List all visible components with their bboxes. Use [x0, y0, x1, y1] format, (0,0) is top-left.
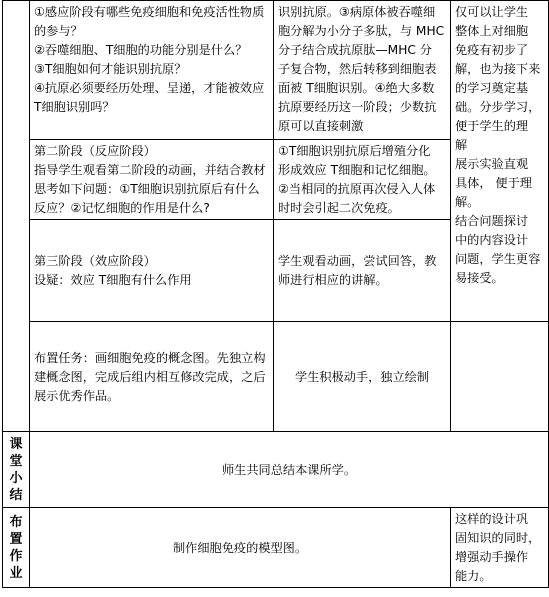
text-line: 能力。 — [455, 569, 492, 583]
text-line: 布置任务：画细胞免疫的概念图。先独立构 — [34, 350, 266, 365]
student-activity-stage-one — [274, 1, 451, 140]
summary-content — [30, 432, 549, 508]
homework-content — [30, 508, 451, 588]
student-task-cell — [274, 322, 451, 432]
teacher-activity-stage-two — [30, 140, 274, 220]
text-line: 解 — [455, 138, 468, 152]
text-line: 问题，学生更容 — [455, 252, 541, 266]
design-intent-cell — [451, 1, 549, 322]
text-line: 第三阶段（效应阶段） — [34, 254, 156, 268]
teacher-task-cell — [30, 322, 274, 432]
text-line: 抗原要经历这一阶段；少数抗 — [278, 100, 437, 114]
text-line: 易接受。 — [455, 271, 504, 285]
text-line: ②吞噬细胞、T细胞的功能分别是什么？ — [34, 43, 248, 57]
heading-char: 小 — [9, 470, 23, 486]
text-line: 反应？②记忆细胞的作用是什么? — [34, 201, 210, 215]
student-activity-stage-three — [274, 220, 451, 322]
text-line: 这样的设计巩 — [455, 512, 529, 526]
text-line: 子复合物，然后转移到细胞表 — [278, 62, 437, 76]
row-summary — [3, 432, 549, 508]
text-line: 展示实验直观 — [455, 157, 529, 171]
text-line: 学生观看动画，尝试回答，教 — [278, 254, 437, 268]
heading-char: 布 — [9, 514, 23, 530]
row-homework — [3, 508, 549, 588]
text-line: 师进行相应的讲解。 — [278, 273, 388, 287]
text-line: ①感应阶段有哪些免疫细胞和免疫活性物质 — [34, 5, 265, 19]
heading-char: 业 — [9, 565, 23, 581]
heading-char: 置 — [9, 531, 23, 547]
text-line: 解。 — [455, 195, 480, 209]
text-line: 展示优秀作品。 — [34, 388, 120, 403]
text-line: T细胞识别吗？ — [34, 100, 115, 114]
text-line: 础。分步学习， — [455, 100, 541, 114]
text-line: 建概念图，完成后组内相互修改完成，之后 — [34, 369, 266, 384]
text-line: 增强动手操作 — [455, 550, 529, 564]
text-line: ③T细胞如何才能识别抗原？ — [34, 62, 187, 76]
text-line: 固知识的同时， — [455, 531, 541, 545]
text-line: 胞分解为小分子多肽，与 MHC — [278, 24, 445, 38]
heading-char: 堂 — [9, 453, 23, 469]
text-line: 的学习奠定基 — [455, 81, 529, 95]
text-line: 的参与？ — [34, 24, 83, 38]
lesson-plan-table — [2, 0, 549, 588]
teacher-activity-stage-three — [30, 220, 274, 322]
row-stage-one — [3, 1, 549, 140]
text-line: 面被 T细胞识别。④绝大多数 — [278, 81, 435, 95]
blank-head-cell — [3, 1, 30, 432]
text-line: 结合问题探讨 — [455, 214, 529, 228]
text-line: 具体， 便于理 — [455, 176, 532, 190]
row-task — [3, 322, 549, 432]
text-line: 第二阶段（反应阶段） — [34, 144, 156, 158]
empty-intent-cell — [451, 322, 549, 432]
text-line: 整体上对细胞 — [455, 24, 529, 38]
text-line: 仅可以让学生 — [455, 5, 529, 19]
text-line: 分子结合成抗原肽—MHC 分 — [278, 43, 432, 57]
text-line: 解，也为接下来 — [455, 62, 541, 76]
text-line: ②当相同的抗原再次侵入人体 — [278, 182, 436, 196]
text-line: 原可以直接刺激 — [278, 119, 364, 133]
text-line: 便于学生的理 — [455, 119, 529, 133]
homework-intent — [451, 508, 549, 588]
summary-heading — [3, 432, 30, 508]
text-line: 设疑：效应 T细胞有什么作用 — [34, 273, 192, 287]
teacher-activity-stage-one — [30, 1, 274, 140]
student-activity-stage-two — [274, 140, 451, 220]
heading-char: 课 — [9, 436, 23, 452]
heading-char: 结 — [9, 487, 23, 503]
text-line: 指导学生观看第二阶段的动画，并结合教材 — [34, 163, 266, 177]
heading-char: 作 — [9, 548, 23, 564]
text-line: 免疫有初步了 — [455, 43, 529, 57]
homework-text: 制作细胞免疫的模型图。 — [172, 540, 308, 555]
text-line: 学生积极动手，独立绘制 — [294, 369, 430, 384]
text-line: 中的内容设计 — [455, 233, 529, 247]
text-line: 思考如下问题：①T细胞识别抗原后有什么 — [34, 182, 260, 196]
homework-heading — [3, 508, 30, 588]
text-line: 形成效应 T细胞和记忆细胞。 — [278, 163, 436, 177]
summary-text: 师生共同总结本课所学。 — [221, 462, 357, 477]
text-line: 识别抗原。③病原体被吞噬细 — [278, 5, 436, 19]
text-line: ①T细胞识别抗原后增殖分化 — [278, 144, 431, 158]
text-line: ④抗原必须要经历处理、呈递，才能被效应 — [34, 81, 265, 95]
text-line: 时时会引起二次免疫。 — [278, 201, 400, 215]
